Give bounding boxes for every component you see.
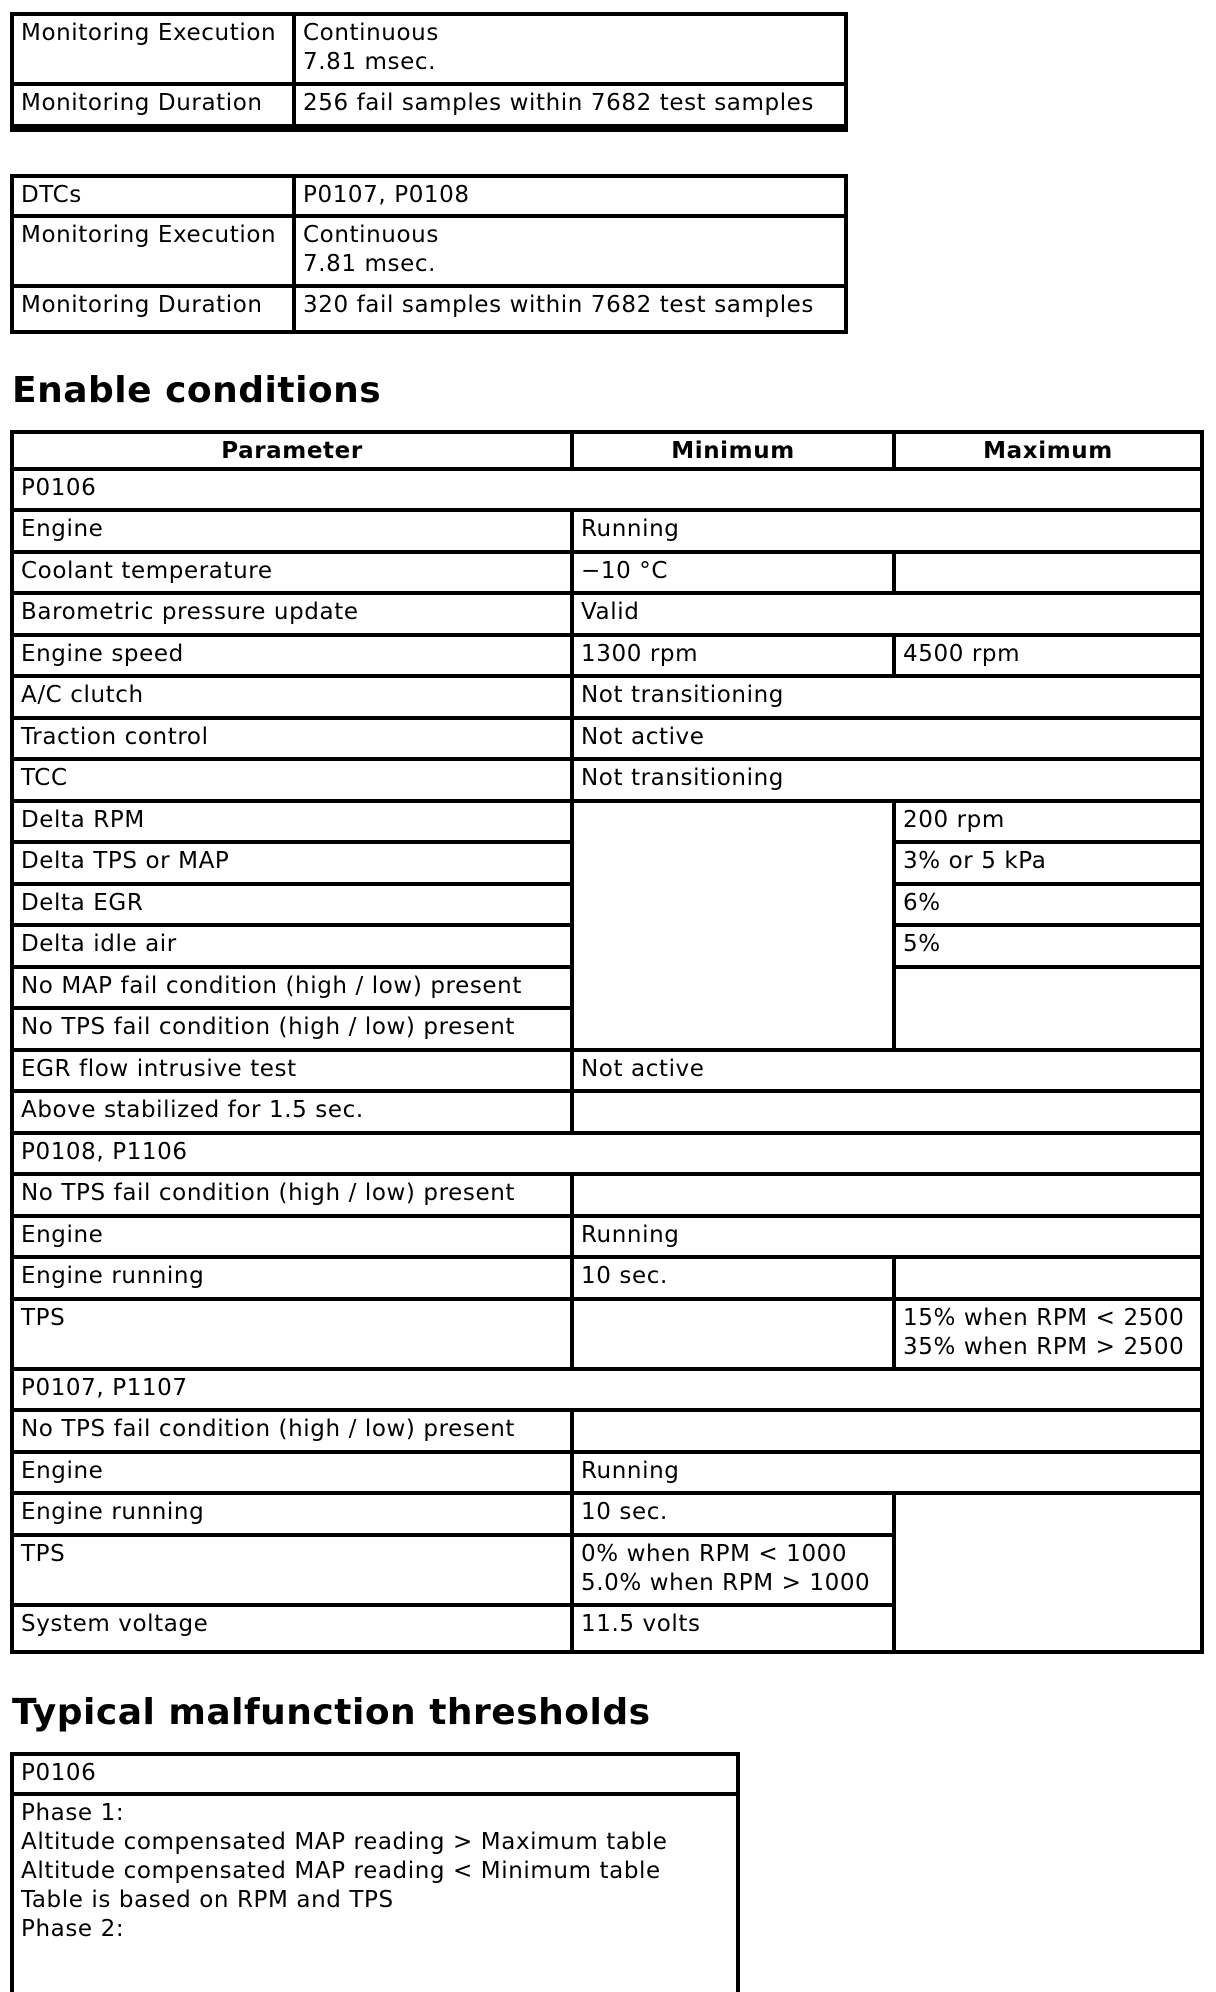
param-cell: Above stabilized for 1.5 sec. — [10, 1089, 574, 1135]
max-cell: 15% when RPM < 2500 35% when RPM > 2500 — [892, 1297, 1204, 1371]
monitoring-execution-label: Monitoring Execution — [10, 12, 296, 86]
min-cell — [570, 1089, 1204, 1135]
max-cell — [892, 1255, 1204, 1301]
monitoring-table-1 — [10, 16, 848, 132]
enable-conditions-heading: Enable conditions — [12, 370, 382, 411]
param-cell: Engine — [10, 1214, 574, 1259]
monitoring-duration-label: Monitoring Duration — [10, 82, 296, 128]
param-cell: Engine speed — [10, 633, 574, 678]
min-cell: 1300 rpm — [570, 633, 896, 678]
empty-minimum-block — [570, 799, 896, 1052]
param-cell: No TPS fail condition (high / low) present — [10, 1408, 574, 1454]
param-cell: No MAP fail condition (high / low) present — [10, 965, 574, 1010]
empty-maximum-block — [892, 965, 1204, 1052]
monitoring-duration-value: 256 fail samples within 7682 test samples — [292, 82, 848, 128]
monitoring-duration-value: 320 fail samples within 7682 test samples — [292, 284, 848, 334]
min-cell: Not active — [570, 1048, 1204, 1093]
monitoring-table-2 — [10, 174, 848, 334]
thresholds-table — [10, 1752, 740, 1980]
max-cell: 3% or 5 kPa — [892, 840, 1204, 886]
thresholds-heading: Typical malfunction thresholds — [12, 1692, 651, 1733]
param-cell: No TPS fail condition (high / low) present — [10, 1006, 574, 1052]
column-header-maximum: Maximum — [892, 430, 1204, 471]
min-cell — [570, 1172, 1204, 1218]
enable-conditions-table — [10, 430, 1204, 1654]
param-cell: Engine running — [10, 1491, 574, 1537]
param-cell: TCC — [10, 757, 574, 803]
param-cell: No TPS fail condition (high / low) present — [10, 1172, 574, 1218]
group-title: P0107, P1107 — [10, 1367, 1204, 1412]
min-cell: Not transitioning — [570, 674, 1204, 720]
threshold-code: P0106 — [10, 1752, 740, 1796]
param-cell: Engine running — [10, 1255, 574, 1301]
column-header-minimum: Minimum — [570, 430, 896, 471]
monitoring-execution-value: Continuous 7.81 msec. — [292, 12, 848, 86]
min-cell: 10 sec. — [570, 1255, 896, 1301]
min-cell: Valid — [570, 591, 1204, 637]
max-cell: 5% — [892, 923, 1204, 969]
min-cell: 0% when RPM < 1000 5.0% when RPM > 1000 — [570, 1533, 896, 1607]
min-cell: Running — [570, 1450, 1204, 1495]
param-cell: Engine — [10, 508, 574, 554]
monitoring-execution-label: Monitoring Execution — [10, 214, 296, 288]
max-cell: 4500 rpm — [892, 633, 1204, 678]
group-title: P0108, P1106 — [10, 1131, 1204, 1176]
min-cell: Not active — [570, 716, 1204, 761]
monitoring-execution-value: Continuous 7.81 msec. — [292, 214, 848, 288]
param-cell: Barometric pressure update — [10, 591, 574, 637]
min-cell: −10 °C — [570, 550, 896, 595]
min-cell: 11.5 volts — [570, 1603, 896, 1654]
min-cell: Not transitioning — [570, 757, 1204, 803]
max-cell: 200 rpm — [892, 799, 1204, 844]
param-cell: A/C clutch — [10, 674, 574, 720]
param-cell: Coolant temperature — [10, 550, 574, 595]
min-cell: Running — [570, 1214, 1204, 1259]
param-cell: TPS — [10, 1533, 574, 1607]
min-cell — [570, 1297, 896, 1371]
dtcs-value: P0107, P0108 — [292, 174, 848, 218]
param-cell: System voltage — [10, 1603, 574, 1654]
param-cell: Delta TPS or MAP — [10, 840, 574, 886]
max-cell: 6% — [892, 882, 1204, 927]
param-cell: Traction control — [10, 716, 574, 761]
max-cell — [892, 550, 1204, 595]
column-header-parameter: Parameter — [10, 430, 574, 471]
min-cell: 10 sec. — [570, 1491, 896, 1537]
param-cell: Delta idle air — [10, 923, 574, 969]
param-cell: Engine — [10, 1450, 574, 1495]
param-cell: TPS — [10, 1297, 574, 1371]
param-cell: Delta EGR — [10, 882, 574, 927]
threshold-text: Phase 1: Altitude compensated MAP reading > Maximum table Altitude compensated MAP reading < Minimum table Table is based on RPM and TPS Phase 2: — [10, 1792, 740, 1992]
param-cell: EGR flow intrusive test — [10, 1048, 574, 1093]
min-cell — [570, 1408, 1204, 1454]
monitoring-duration-label: Monitoring Duration — [10, 284, 296, 334]
min-cell: Running — [570, 508, 1204, 554]
group-title: P0106 — [10, 467, 1204, 512]
dtcs-label: DTCs — [10, 174, 296, 218]
param-cell: Delta RPM — [10, 799, 574, 844]
